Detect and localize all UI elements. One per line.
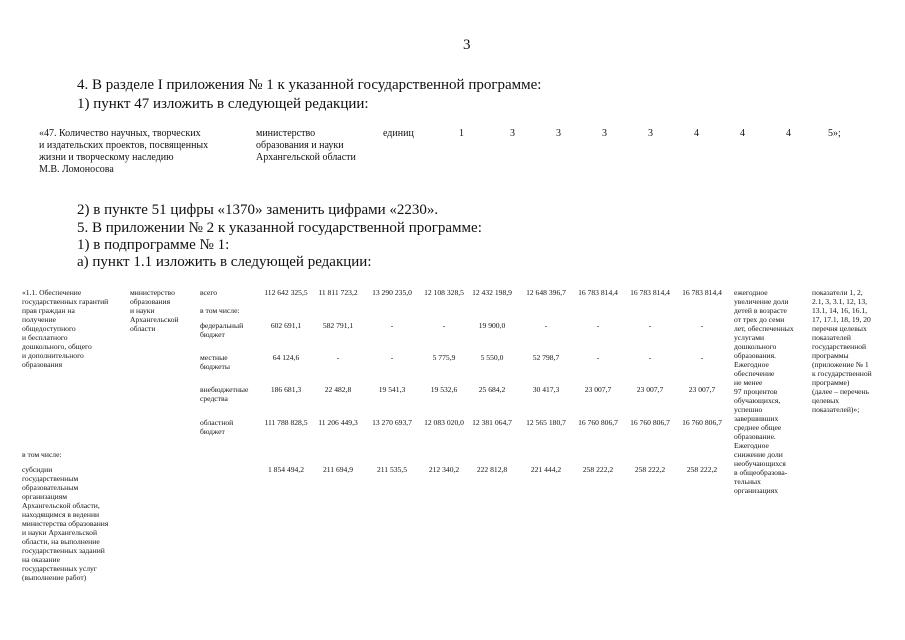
item-47-ministry-line: образования и науки xyxy=(256,140,344,151)
result-line: лет, обеспеченных xyxy=(734,324,794,333)
value-cell: 16 760 806,7 xyxy=(630,418,670,427)
item-1-1-name-line: государственных гарантий xyxy=(22,297,109,306)
value-cell: 11 811 723,2 xyxy=(318,288,358,297)
item-47-ministry-line: министерство xyxy=(256,128,316,139)
value-cell: 19 541,3 xyxy=(378,385,406,394)
subsidy-line: Архангельской области, xyxy=(22,501,100,510)
value-cell: 19 900,0 xyxy=(478,321,506,330)
value-cell: 582 791,1 xyxy=(322,321,354,330)
paragraph-section-4: 4. В разделе I приложения № 1 к указанной государственной программе: xyxy=(77,77,542,93)
item-1-1-name-line: образования xyxy=(22,360,63,369)
item-47-ministry-line: Архангельской области xyxy=(256,152,356,163)
source-line: местные xyxy=(200,353,228,362)
value-cell: 64 124,6 xyxy=(272,353,300,362)
result-line: увеличение доли xyxy=(734,297,789,306)
value-cell: 602 691,1 xyxy=(270,321,302,330)
result-line: успешно xyxy=(734,405,763,414)
result-line: обучающихся, xyxy=(734,396,781,405)
value-cell: 12 108 328,5 xyxy=(424,288,464,297)
result-line: детей в возрасте xyxy=(734,306,787,315)
value-cell: - xyxy=(442,321,446,330)
subsidy-line: на оказание xyxy=(22,555,60,564)
item-47-unit: единиц xyxy=(383,128,414,139)
source-line: бюджет xyxy=(200,330,225,339)
item-47-name-line: и издательских проектов, посвященных xyxy=(39,140,209,151)
value-cell: 258 222,2 xyxy=(582,465,614,474)
subsidy-line: организациям xyxy=(22,492,68,501)
subsidy-line: находящимся в ведении xyxy=(22,510,100,519)
item-1-1-ministry xyxy=(130,288,179,333)
item-47-value: 4 xyxy=(694,128,699,139)
value-cell: - xyxy=(596,321,600,330)
value-cell: 12 432 198,9 xyxy=(472,288,512,297)
paragraph-section-5: 5. В приложении № 2 к указанной государственной программе: xyxy=(77,220,482,236)
indicator-line: 2.1, 3, 3.1, 12, 13, xyxy=(812,297,868,306)
value-cell: 23 007,7 xyxy=(584,385,612,394)
item-47-value: 3 xyxy=(556,128,561,139)
indicator-line: 17, 17.1, 18, 19, 20 xyxy=(812,315,871,324)
result-line: Ежегодное xyxy=(734,360,769,369)
subsidy-description xyxy=(22,465,108,582)
indicator-line: 13.1, 14, 16, 16.1, xyxy=(812,306,868,315)
value-cell: 23 007,7 xyxy=(688,385,716,394)
value-cell: - xyxy=(648,353,652,362)
subsidy-line: субсидии xyxy=(22,465,53,474)
result-line: завершивших xyxy=(734,414,779,423)
item-47-name-line: М.В. Ломоносова xyxy=(39,164,114,175)
item-47-name-line: «47. Количество научных, творческих xyxy=(39,128,201,139)
subsidy-line: области, на выполнение xyxy=(22,537,100,546)
page-number: 3 xyxy=(463,37,471,53)
value-cell: 211 694,9 xyxy=(322,465,354,474)
indicator-line: перечня целевых xyxy=(812,324,867,333)
value-cell: 12 381 064,7 xyxy=(472,418,512,427)
value-cell: 5 775,9 xyxy=(432,353,456,362)
paragraph-item-1-1-intro: а) пункт 1.1 изложить в следующей редакции: xyxy=(77,254,372,270)
value-cell: 212 340,2 xyxy=(428,465,460,474)
result-line: 97 процентов xyxy=(734,387,778,396)
result-line: снижение доли xyxy=(734,450,783,459)
indicator-line: целевых xyxy=(812,396,840,405)
value-cell: 186 681,3 xyxy=(270,385,302,394)
indicator-line: (приложение № 1 xyxy=(812,360,869,369)
result-line: образование. xyxy=(734,432,776,441)
item-47-value: 4 xyxy=(786,128,791,139)
paragraph-item-51: 2) в пункте 51 цифры «1370» заменить цифрами «2230». xyxy=(77,202,439,218)
value-cell: 5 550,0 xyxy=(480,353,504,362)
value-cell: 16 783 814,4 xyxy=(682,288,722,297)
value-cell: - xyxy=(700,353,704,362)
item-47-ministry xyxy=(256,128,356,164)
value-cell: 221 444,2 xyxy=(530,465,562,474)
item-1-1-name-line: прав граждан на xyxy=(22,306,75,315)
value-cell: 112 642 325,5 xyxy=(264,288,308,297)
result-line: организациях xyxy=(734,486,778,495)
indicator-line: показатели 1, 2, xyxy=(812,288,863,297)
value-cell: 52 798,7 xyxy=(532,353,560,362)
item-47-value: 5»; xyxy=(828,128,841,139)
item-47-name-line: жизни и творческому наследию xyxy=(39,152,174,163)
subsidy-line: и науки Архангельской xyxy=(22,528,98,537)
source-line: бюджеты xyxy=(200,362,230,371)
result-line: среднее общее xyxy=(734,423,782,432)
value-cell: 16 783 814,4 xyxy=(630,288,670,297)
indicator-line: к государственной xyxy=(812,369,872,378)
source-line: средства xyxy=(200,394,228,403)
indicator-line: программы xyxy=(812,351,849,360)
indicator-line: программе) xyxy=(812,378,850,387)
result-line: в общеобразова- xyxy=(734,468,788,477)
value-cell: 16 783 814,4 xyxy=(578,288,618,297)
item-1-1-name xyxy=(22,288,108,369)
item-1-1-name-line: общедоступного xyxy=(22,324,76,333)
value-cell: - xyxy=(544,321,548,330)
value-cell: 12 565 180,7 xyxy=(526,418,566,427)
value-cell: 25 684,2 xyxy=(478,385,506,394)
subsidy-line: государственным xyxy=(22,474,79,483)
value-cell: 12 083 020,0 xyxy=(424,418,464,427)
value-cell: 22 482,8 xyxy=(324,385,352,394)
expected-results xyxy=(734,288,794,495)
value-cell: 211 535,5 xyxy=(376,465,408,474)
subsidy-line: (выполнение работ) xyxy=(22,573,87,582)
paragraph-item-47-intro: 1) пункт 47 изложить в следующей редакции: xyxy=(77,96,369,112)
subsidy-line: образовательным xyxy=(22,483,79,492)
source-extrabudget xyxy=(200,385,248,403)
subsidy-line: министерства образования xyxy=(22,519,109,528)
value-cell: 12 648 396,7 xyxy=(526,288,566,297)
value-cell: - xyxy=(390,353,394,362)
item-1-1-ministry-line: образования xyxy=(130,297,171,306)
value-cell: 16 760 806,7 xyxy=(682,418,722,427)
result-line: необучающихся xyxy=(734,459,786,468)
value-cell: 30 417,3 xyxy=(532,385,560,394)
value-cell: 111 788 828,5 xyxy=(264,418,308,427)
source-including: в том числе: xyxy=(200,306,240,315)
value-cell: 13 270 693,7 xyxy=(372,418,412,427)
result-line: услугами xyxy=(734,333,765,342)
value-cell: 13 290 235,0 xyxy=(372,288,412,297)
value-cell: 11 206 449,3 xyxy=(318,418,358,427)
result-line: обеспечение xyxy=(734,369,775,378)
indicator-line: (далее – перечень xyxy=(812,387,870,396)
item-1-1-ministry-line: области xyxy=(130,324,156,333)
including-label: в том числе: xyxy=(22,450,62,459)
indicator-line: государственной xyxy=(812,342,867,351)
result-line: дошкольного xyxy=(734,342,777,351)
source-line: внебюджетные xyxy=(200,385,249,394)
value-cell: - xyxy=(648,321,652,330)
subsidy-line: государственных услуг xyxy=(22,564,97,573)
indicator-line: показателей)»; xyxy=(812,405,860,414)
result-line: Ежегодное xyxy=(734,441,769,450)
result-line: не менее xyxy=(734,378,763,387)
source-federal xyxy=(200,321,243,339)
value-cell: 1 854 494,2 xyxy=(267,465,305,474)
indicator-line: показателей xyxy=(812,333,851,342)
source-local xyxy=(200,353,230,371)
source-line: областной xyxy=(200,418,234,427)
source-line: бюджет xyxy=(200,427,225,436)
source-regional xyxy=(200,418,233,436)
value-cell: 258 222,2 xyxy=(634,465,666,474)
result-line: ежегодное xyxy=(734,288,768,297)
item-47-value: 3 xyxy=(602,128,607,139)
item-1-1-ministry-line: министерство xyxy=(130,288,175,297)
item-47-value: 3 xyxy=(510,128,515,139)
value-cell: 16 760 806,7 xyxy=(578,418,618,427)
item-47-name xyxy=(39,128,208,176)
item-1-1-name-line: получение xyxy=(22,315,57,324)
result-line: образования. xyxy=(734,351,776,360)
result-line: тельных xyxy=(734,477,761,486)
item-47-value: 4 xyxy=(740,128,745,139)
item-47-value: 1 xyxy=(459,128,464,139)
source-total: всего xyxy=(200,288,218,297)
value-cell: 258 222,2 xyxy=(686,465,718,474)
item-1-1-name-line: и дополнительного xyxy=(22,351,84,360)
result-line: от трех до семи xyxy=(734,315,785,324)
item-1-1-ministry-line: Архангельской xyxy=(130,315,179,324)
item-1-1-name-line: и бесплатного xyxy=(22,333,68,342)
value-cell: 23 007,7 xyxy=(636,385,664,394)
source-line: федеральный xyxy=(200,321,244,330)
value-cell: - xyxy=(700,321,704,330)
subsidy-line: государственных заданий xyxy=(22,546,105,555)
value-cell: - xyxy=(336,353,340,362)
item-47-value: 3 xyxy=(648,128,653,139)
value-cell: 222 812,8 xyxy=(476,465,508,474)
value-cell: - xyxy=(596,353,600,362)
value-cell: - xyxy=(390,321,394,330)
item-1-1-name-line: дошкольного, общего xyxy=(22,342,92,351)
item-1-1-ministry-line: и науки xyxy=(130,306,155,315)
paragraph-subprogram-1: 1) в подпрограмме № 1: xyxy=(77,237,230,253)
target-indicators xyxy=(812,288,872,414)
value-cell: 19 532,6 xyxy=(430,385,458,394)
item-1-1-name-line: «1.1. Обеспечение xyxy=(22,288,82,297)
